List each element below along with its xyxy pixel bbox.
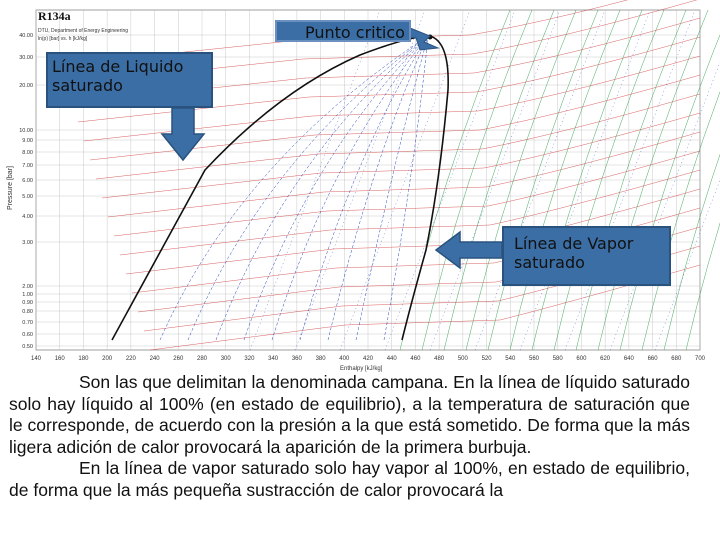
x-tick-label: 480 (434, 356, 445, 362)
critical-point-label: Punto critico (305, 23, 405, 42)
x-tick-label: 340 (268, 356, 279, 362)
x-axis-label: Enthalpy [kJ/kg] (340, 366, 383, 372)
critical-point-callout (275, 20, 411, 42)
x-tick-label: 640 (623, 356, 634, 362)
y-tick-label: 0.90 (22, 300, 33, 306)
y-tick-label: 20.00 (19, 83, 33, 89)
vapor-line-arrow (436, 232, 502, 268)
y-tick-label: 7.00 (22, 163, 33, 169)
x-tick-label: 300 (220, 356, 231, 362)
x-tick-label: 660 (647, 356, 658, 362)
x-tick-label: 400 (339, 356, 350, 362)
y-tick-label: 0.50 (22, 344, 33, 350)
x-tick-label: 320 (244, 356, 255, 362)
x-tick-label: 520 (481, 356, 492, 362)
y-tick-label: 2.00 (22, 284, 33, 290)
y-tick-label: 3.00 (22, 240, 33, 246)
x-tick-label: 700 (694, 356, 706, 362)
paragraph-1: Son las que delimitan la denominada campana. En la línea de líquido saturado solo hay líquido al 100% (en estado de equilibrio), a la temperatura de saturación que le corresponde, de acuerdo con la presión a la que está sometido. De forma que la más ligera adición de calor provocará la aparición de la primera burbuja. (9, 372, 690, 457)
x-tick-label: 560 (528, 356, 540, 362)
paragraph-1-block (9, 372, 690, 458)
header-line-2: ln(p) [bar] vs. h [kJ/kg] (38, 36, 88, 42)
explanation-text (9, 372, 690, 540)
y-tick-label: 0.60 (22, 332, 33, 338)
saturated-vapor-callout (502, 226, 671, 286)
x-tick-label: 240 (149, 356, 160, 362)
isotherm-line (108, 132, 700, 217)
x-tick-label: 280 (196, 356, 208, 362)
x-tick-label: 440 (386, 356, 397, 362)
y-tick-label: 5.00 (22, 194, 33, 200)
quality-line (384, 36, 428, 340)
header-line-1: DTU, Department of Energy Engineering (38, 28, 129, 34)
x-tick-label: 220 (125, 356, 136, 362)
quality-line (216, 36, 428, 340)
x-tick-label: 360 (291, 356, 302, 362)
x-tick-label: 500 (457, 356, 468, 362)
x-tick-label: 600 (576, 356, 587, 362)
y-tick-label: 0.70 (22, 320, 33, 326)
x-tick-label: 160 (54, 356, 65, 362)
quality-line (272, 36, 428, 340)
y-tick-label: 0.80 (22, 309, 33, 315)
y-tick-label: 6.00 (22, 178, 33, 184)
x-tick-label: 180 (78, 356, 89, 362)
y-axis-label: Pressure [bar] (7, 166, 14, 210)
y-tick-label: 1.00 (22, 292, 33, 298)
y-tick-label: 10.00 (19, 128, 33, 134)
y-tick-label: 4.00 (22, 214, 33, 220)
x-tick-label: 460 (410, 356, 421, 362)
y-tick-label: 9.00 (22, 138, 33, 144)
paragraph-2: En la línea de vapor saturado solo hay vapor al 100%, en estado de equilibrio, de forma que la más pequeña sustracción de calor provocará la (9, 458, 690, 500)
x-tick-label: 200 (102, 356, 113, 362)
x-tick-label: 580 (552, 356, 563, 362)
y-tick-label: 30.00 (19, 55, 33, 61)
y-tick-label: 8.00 (22, 150, 33, 156)
x-tick-label: 420 (362, 356, 374, 362)
saturated-liquid-callout (46, 52, 213, 108)
paragraph-2-block (9, 458, 690, 501)
x-tick-label: 380 (315, 356, 326, 362)
refrigerant-label: R134a (38, 9, 71, 23)
x-tick-label: 260 (173, 356, 184, 362)
x-tick-label: 540 (505, 356, 516, 362)
x-tick-label: 620 (600, 356, 611, 362)
saturated-vapor-line (402, 36, 448, 340)
saturated-liquid-label: Línea de Liquido saturado (52, 57, 184, 95)
y-tick-label: 40.00 (19, 33, 33, 39)
saturated-vapor-label: Línea de Vapor saturado (514, 234, 634, 272)
x-tick-label: 680 (671, 356, 682, 362)
x-tick-label: 140 (30, 356, 42, 362)
